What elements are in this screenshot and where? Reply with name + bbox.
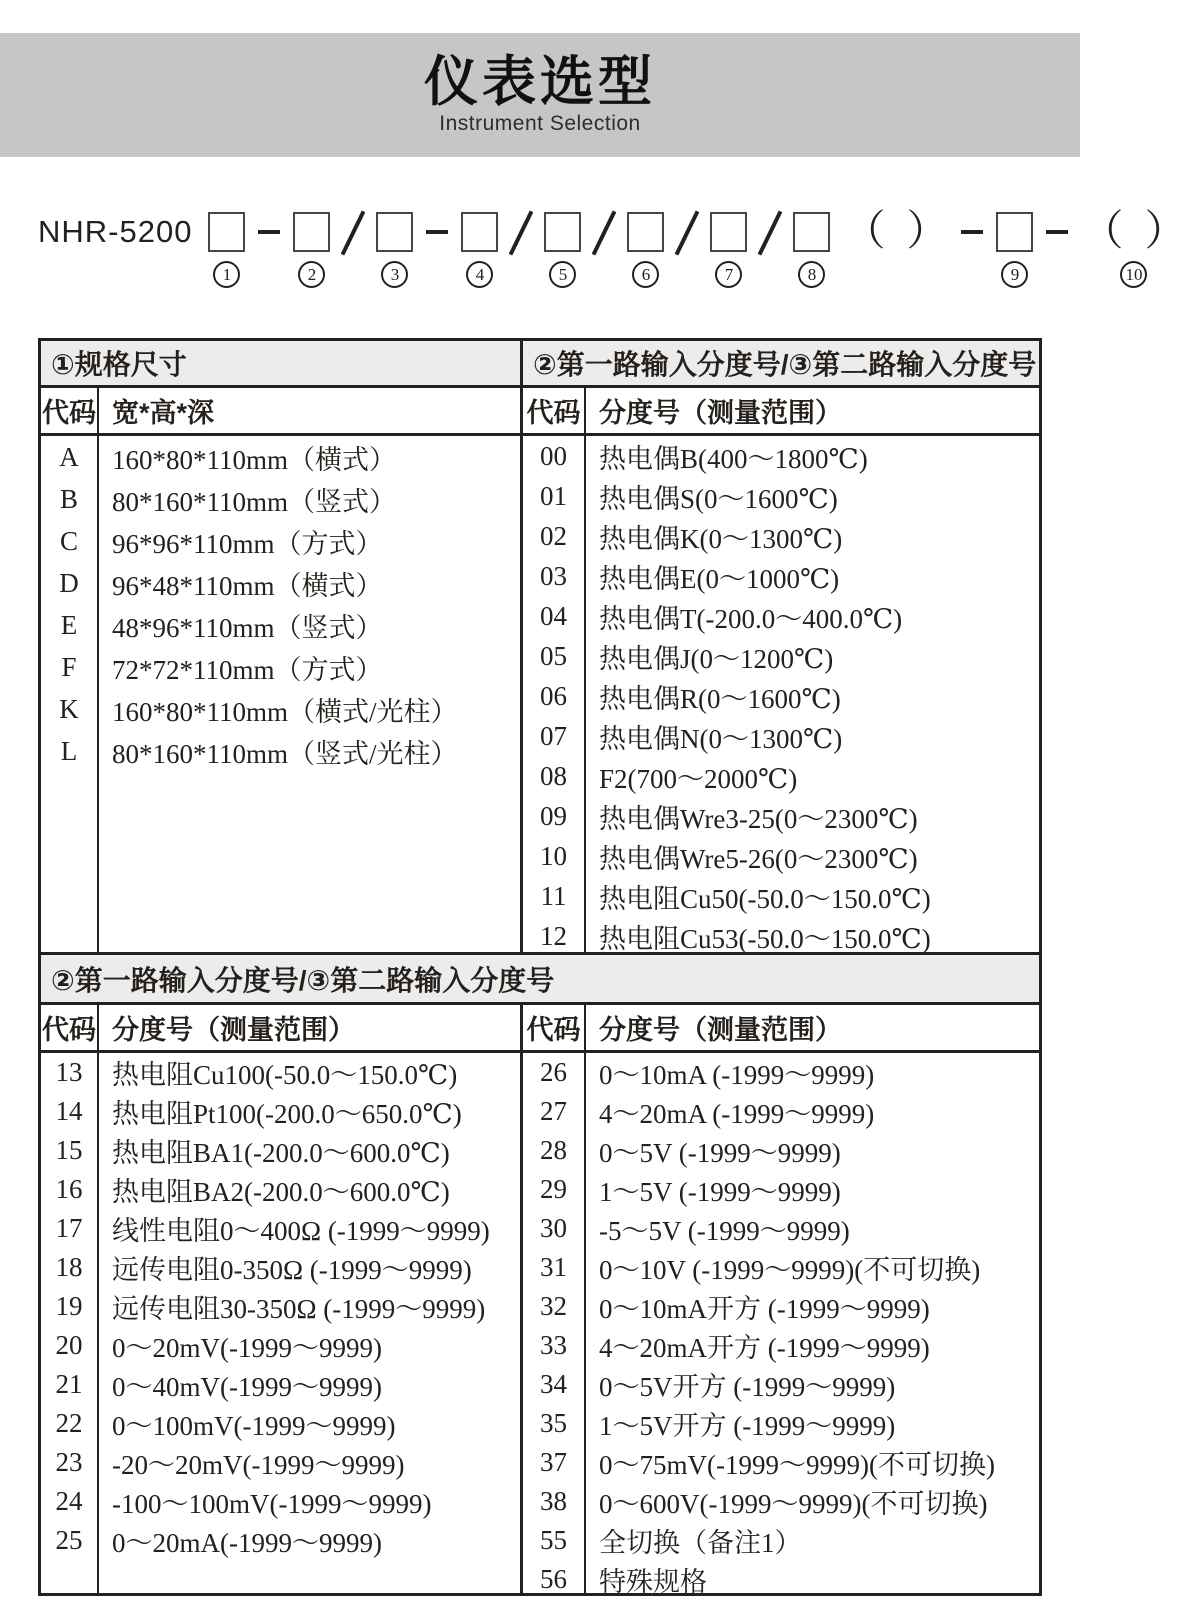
row-code: 34 (540, 1369, 567, 1399)
row-desc: 1～5V开方 (-1999～9999) (599, 1411, 896, 1441)
position-number-7: 7 (715, 261, 742, 288)
table2-body (41, 1053, 1039, 1596)
slash-separator (675, 211, 700, 256)
row-code: 22 (55, 1408, 83, 1438)
row-desc: 热电偶T(-200.0～400.0℃) (599, 603, 903, 634)
row-desc: 0～5V (-1999～9999) (599, 1138, 841, 1168)
code-box (544, 212, 581, 252)
position-number-1: 1 (213, 261, 240, 288)
row-code: 56 (540, 1564, 567, 1594)
row-code: 10 (540, 840, 567, 871)
table2-left-code-col-header: 代码 (41, 1005, 99, 1050)
row-code: 15 (55, 1135, 83, 1165)
row-desc: 96*96*110mm（方式） (112, 528, 383, 559)
row-code: 17 (55, 1213, 83, 1243)
code-column (41, 1053, 99, 1593)
row-code: A (59, 441, 79, 472)
row-code: B (59, 483, 78, 514)
slash-separator (509, 211, 534, 256)
row-code: 11 (540, 880, 567, 911)
table2-left-pane (41, 1053, 523, 1593)
position-number-6: 6 (632, 261, 659, 288)
catalog-page (0, 33, 1186, 1599)
row-code: 23 (55, 1447, 83, 1477)
position-number-2: 2 (298, 261, 325, 288)
model-code-parens (843, 209, 949, 255)
row-desc: 0～20mV(-1999～9999) (112, 1333, 382, 1363)
dash-separator (258, 230, 280, 234)
row-code: F (61, 651, 77, 682)
model-code-dash (426, 212, 448, 234)
page-subtitle: Instrument Selection (439, 112, 641, 136)
model-code-box (710, 212, 747, 288)
row-code: 35 (540, 1408, 567, 1438)
row-code: 06 (540, 680, 567, 711)
model-code-slash (594, 212, 614, 257)
row-desc: 热电偶K(0～1300℃) (599, 523, 843, 554)
position-number-10: 10 (1120, 261, 1147, 288)
row-code: 55 (540, 1525, 567, 1555)
row-desc: 热电阻Pt100(-200.0～650.0℃) (112, 1099, 462, 1129)
row-desc: 全切换（备注1） (599, 1528, 802, 1558)
code-box (461, 212, 498, 252)
row-code: 24 (55, 1486, 83, 1516)
position-number-8: 8 (798, 261, 825, 288)
row-desc: 160*80*110mm（横式/光柱） (112, 696, 458, 727)
table1-left-code-col-header: 代码 (41, 388, 99, 433)
row-code: L (60, 735, 78, 766)
model-code-slash (677, 212, 697, 257)
row-code: 05 (540, 640, 567, 671)
row-desc: 特殊规格 (599, 1567, 707, 1597)
row-desc: 4～20mA开方 (-1999～9999) (599, 1333, 930, 1363)
model-code-slash (343, 212, 363, 257)
row-desc: 热电偶Wre5-26(0～2300℃) (599, 843, 918, 874)
row-code: 21 (55, 1369, 83, 1399)
model-code-slash (760, 212, 780, 257)
slash-separator (341, 211, 366, 256)
row-code: 09 (540, 800, 567, 831)
row-desc: 0～10mA (-1999～9999) (599, 1060, 875, 1090)
model-code-dash (258, 212, 280, 234)
row-desc: 0～40mV(-1999～9999) (112, 1372, 382, 1402)
desc-column (586, 436, 1039, 952)
row-desc: 远传电阻0-350Ω (-1999～9999) (112, 1255, 472, 1285)
model-code-parens (1081, 209, 1186, 288)
row-desc: 热电偶B(400～1800℃) (599, 443, 868, 474)
code-box (793, 212, 830, 252)
row-desc: 线性电阻0～400Ω (-1999～9999) (112, 1216, 490, 1246)
row-code: 00 (540, 440, 567, 471)
row-desc: 80*160*110mm（竖式/光柱） (112, 738, 458, 769)
table2-right-pane (523, 1053, 1039, 1597)
row-code: D (59, 567, 79, 598)
row-desc: 0～10V (-1999～9999)(不可切换) (599, 1255, 981, 1285)
row-desc: 72*72*110mm（方式） (112, 654, 383, 685)
code-box (208, 212, 245, 252)
row-desc: 1～5V (-1999～9999) (599, 1177, 841, 1207)
table1-left-pane (41, 436, 523, 952)
row-code: 08 (540, 760, 567, 791)
row-desc: 0～20mA(-1999～9999) (112, 1528, 382, 1558)
slash-separator (592, 211, 617, 256)
code-box (293, 212, 330, 252)
row-code: 31 (540, 1252, 567, 1282)
dash-separator (961, 230, 983, 234)
desc-column (99, 436, 520, 952)
table2-band-header: ②第一路输入分度号/③第二路输入分度号 (41, 955, 1039, 1005)
row-code: 28 (540, 1135, 567, 1165)
model-code-box (376, 212, 413, 288)
model-code-box (544, 212, 581, 288)
row-desc: 0～75mV(-1999～9999)(不可切换) (599, 1450, 995, 1480)
row-code: C (59, 525, 78, 556)
selection-tables (38, 338, 1042, 1596)
row-code: 37 (540, 1447, 567, 1477)
row-code: E (60, 609, 78, 640)
row-code: 19 (55, 1291, 83, 1321)
row-code: 26 (540, 1057, 567, 1087)
row-desc: 远传电阻30-350Ω (-1999～9999) (112, 1294, 486, 1324)
table1-right-pane (523, 436, 1039, 952)
row-code: 30 (540, 1213, 567, 1243)
row-code: K (59, 693, 79, 724)
code-column (523, 436, 586, 952)
position-number-4: 4 (466, 261, 493, 288)
model-code-box (208, 212, 245, 288)
row-code: 27 (540, 1096, 567, 1126)
row-code: 16 (55, 1174, 83, 1204)
model-code-segments (208, 209, 1186, 288)
row-code: 13 (55, 1057, 83, 1087)
code-column (523, 1053, 586, 1593)
row-code: 33 (540, 1330, 567, 1360)
title-band (0, 33, 1080, 157)
table2-left-desc-col-header: 分度号（测量范围） (99, 1005, 523, 1050)
model-code-dash (1046, 212, 1068, 234)
row-desc: 热电阻Cu53(-50.0～150.0℃) (599, 923, 931, 954)
desc-column (99, 1053, 520, 1593)
table2-right-code-col-header: 代码 (523, 1005, 586, 1050)
page-title: 仪表选型 (424, 51, 656, 112)
row-desc: 热电偶R(0～1600℃) (599, 683, 841, 714)
row-desc: 热电阻BA2(-200.0～600.0℃) (112, 1177, 450, 1207)
position-number-3: 3 (381, 261, 408, 288)
row-desc: -5～5V (-1999～9999) (599, 1216, 850, 1246)
row-desc: 热电阻BA1(-200.0～600.0℃) (112, 1138, 450, 1168)
table1-right-desc-col-header: 分度号（测量范围） (599, 398, 842, 428)
table1-header-row (41, 341, 1039, 388)
model-code-box (293, 212, 330, 288)
row-desc: 热电偶S(0～1600℃) (599, 483, 838, 514)
table1-right-header: ②第一路输入分度号/③第二路输入分度号 (533, 349, 1037, 380)
row-desc: 48*96*110mm（竖式） (112, 612, 383, 643)
table1-body (41, 436, 1039, 955)
model-code-dash (961, 212, 983, 234)
row-desc: F2(700～2000℃) (599, 763, 798, 794)
model-code-box (627, 212, 664, 288)
model-code-box (996, 212, 1033, 288)
row-code: 03 (540, 560, 567, 591)
parens-field: （ ） (1081, 209, 1186, 255)
row-code: 20 (55, 1330, 83, 1360)
row-desc: 热电偶N(0～1300℃) (599, 723, 843, 754)
table1-subheader-row (41, 388, 1039, 436)
row-desc: 热电偶E(0～1000℃) (599, 563, 840, 594)
position-number-9: 9 (1001, 261, 1028, 288)
table1-right-code-col-header: 代码 (523, 388, 586, 433)
row-code: 04 (540, 600, 567, 631)
row-desc: 热电偶J(0～1200℃) (599, 643, 834, 674)
row-desc: 0～10mA开方 (-1999～9999) (599, 1294, 930, 1324)
row-desc: 96*48*110mm（横式） (112, 570, 383, 601)
dash-separator (1046, 230, 1068, 234)
table1-left-desc-col-header: 宽*高*深 (99, 388, 523, 433)
row-desc: -100～100mV(-1999～9999) (112, 1489, 432, 1519)
model-code-line (38, 209, 1186, 288)
code-box (996, 212, 1033, 252)
desc-column (586, 1053, 1039, 1597)
row-code: 32 (540, 1291, 567, 1321)
row-code: 12 (540, 920, 567, 951)
row-code: 07 (540, 720, 567, 751)
row-desc: 0～600V(-1999～9999)(不可切换) (599, 1489, 988, 1519)
row-code: 02 (540, 520, 567, 551)
row-code: 01 (540, 480, 567, 511)
position-number-5: 5 (549, 261, 576, 288)
row-code: 38 (540, 1486, 567, 1516)
row-code: 14 (55, 1096, 83, 1126)
table1-left-header: ①规格尺寸 (41, 341, 523, 385)
row-desc: 0～100mV(-1999～9999) (112, 1411, 396, 1441)
model-code-slash (511, 212, 531, 257)
parens-field: （ ） (843, 209, 949, 255)
row-desc: 80*160*110mm（竖式） (112, 486, 397, 517)
table2-subheader-row (41, 1005, 1039, 1053)
model-code-box (793, 212, 830, 288)
row-desc: 160*80*110mm（横式） (112, 444, 397, 475)
row-desc: -20～20mV(-1999～9999) (112, 1450, 405, 1480)
dash-separator (426, 230, 448, 234)
code-box (376, 212, 413, 252)
slash-separator (758, 211, 783, 256)
row-code: 25 (55, 1525, 83, 1555)
row-desc: 4～20mA (-1999～9999) (599, 1099, 875, 1129)
code-box (710, 212, 747, 252)
row-desc: 0～5V开方 (-1999～9999) (599, 1372, 896, 1402)
row-desc: 热电阻Cu50(-50.0～150.0℃) (599, 883, 931, 914)
code-column (41, 436, 99, 952)
model-prefix: NHR-5200 (38, 214, 193, 249)
row-desc: 热电偶Wre3-25(0～2300℃) (599, 803, 918, 834)
row-code: 18 (55, 1252, 83, 1282)
row-code: 29 (540, 1174, 567, 1204)
model-code-box (461, 212, 498, 288)
code-box (627, 212, 664, 252)
row-desc: 热电阻Cu100(-50.0～150.0℃) (112, 1060, 458, 1090)
table2-right-desc-col-header: 分度号（测量范围） (599, 1015, 842, 1045)
